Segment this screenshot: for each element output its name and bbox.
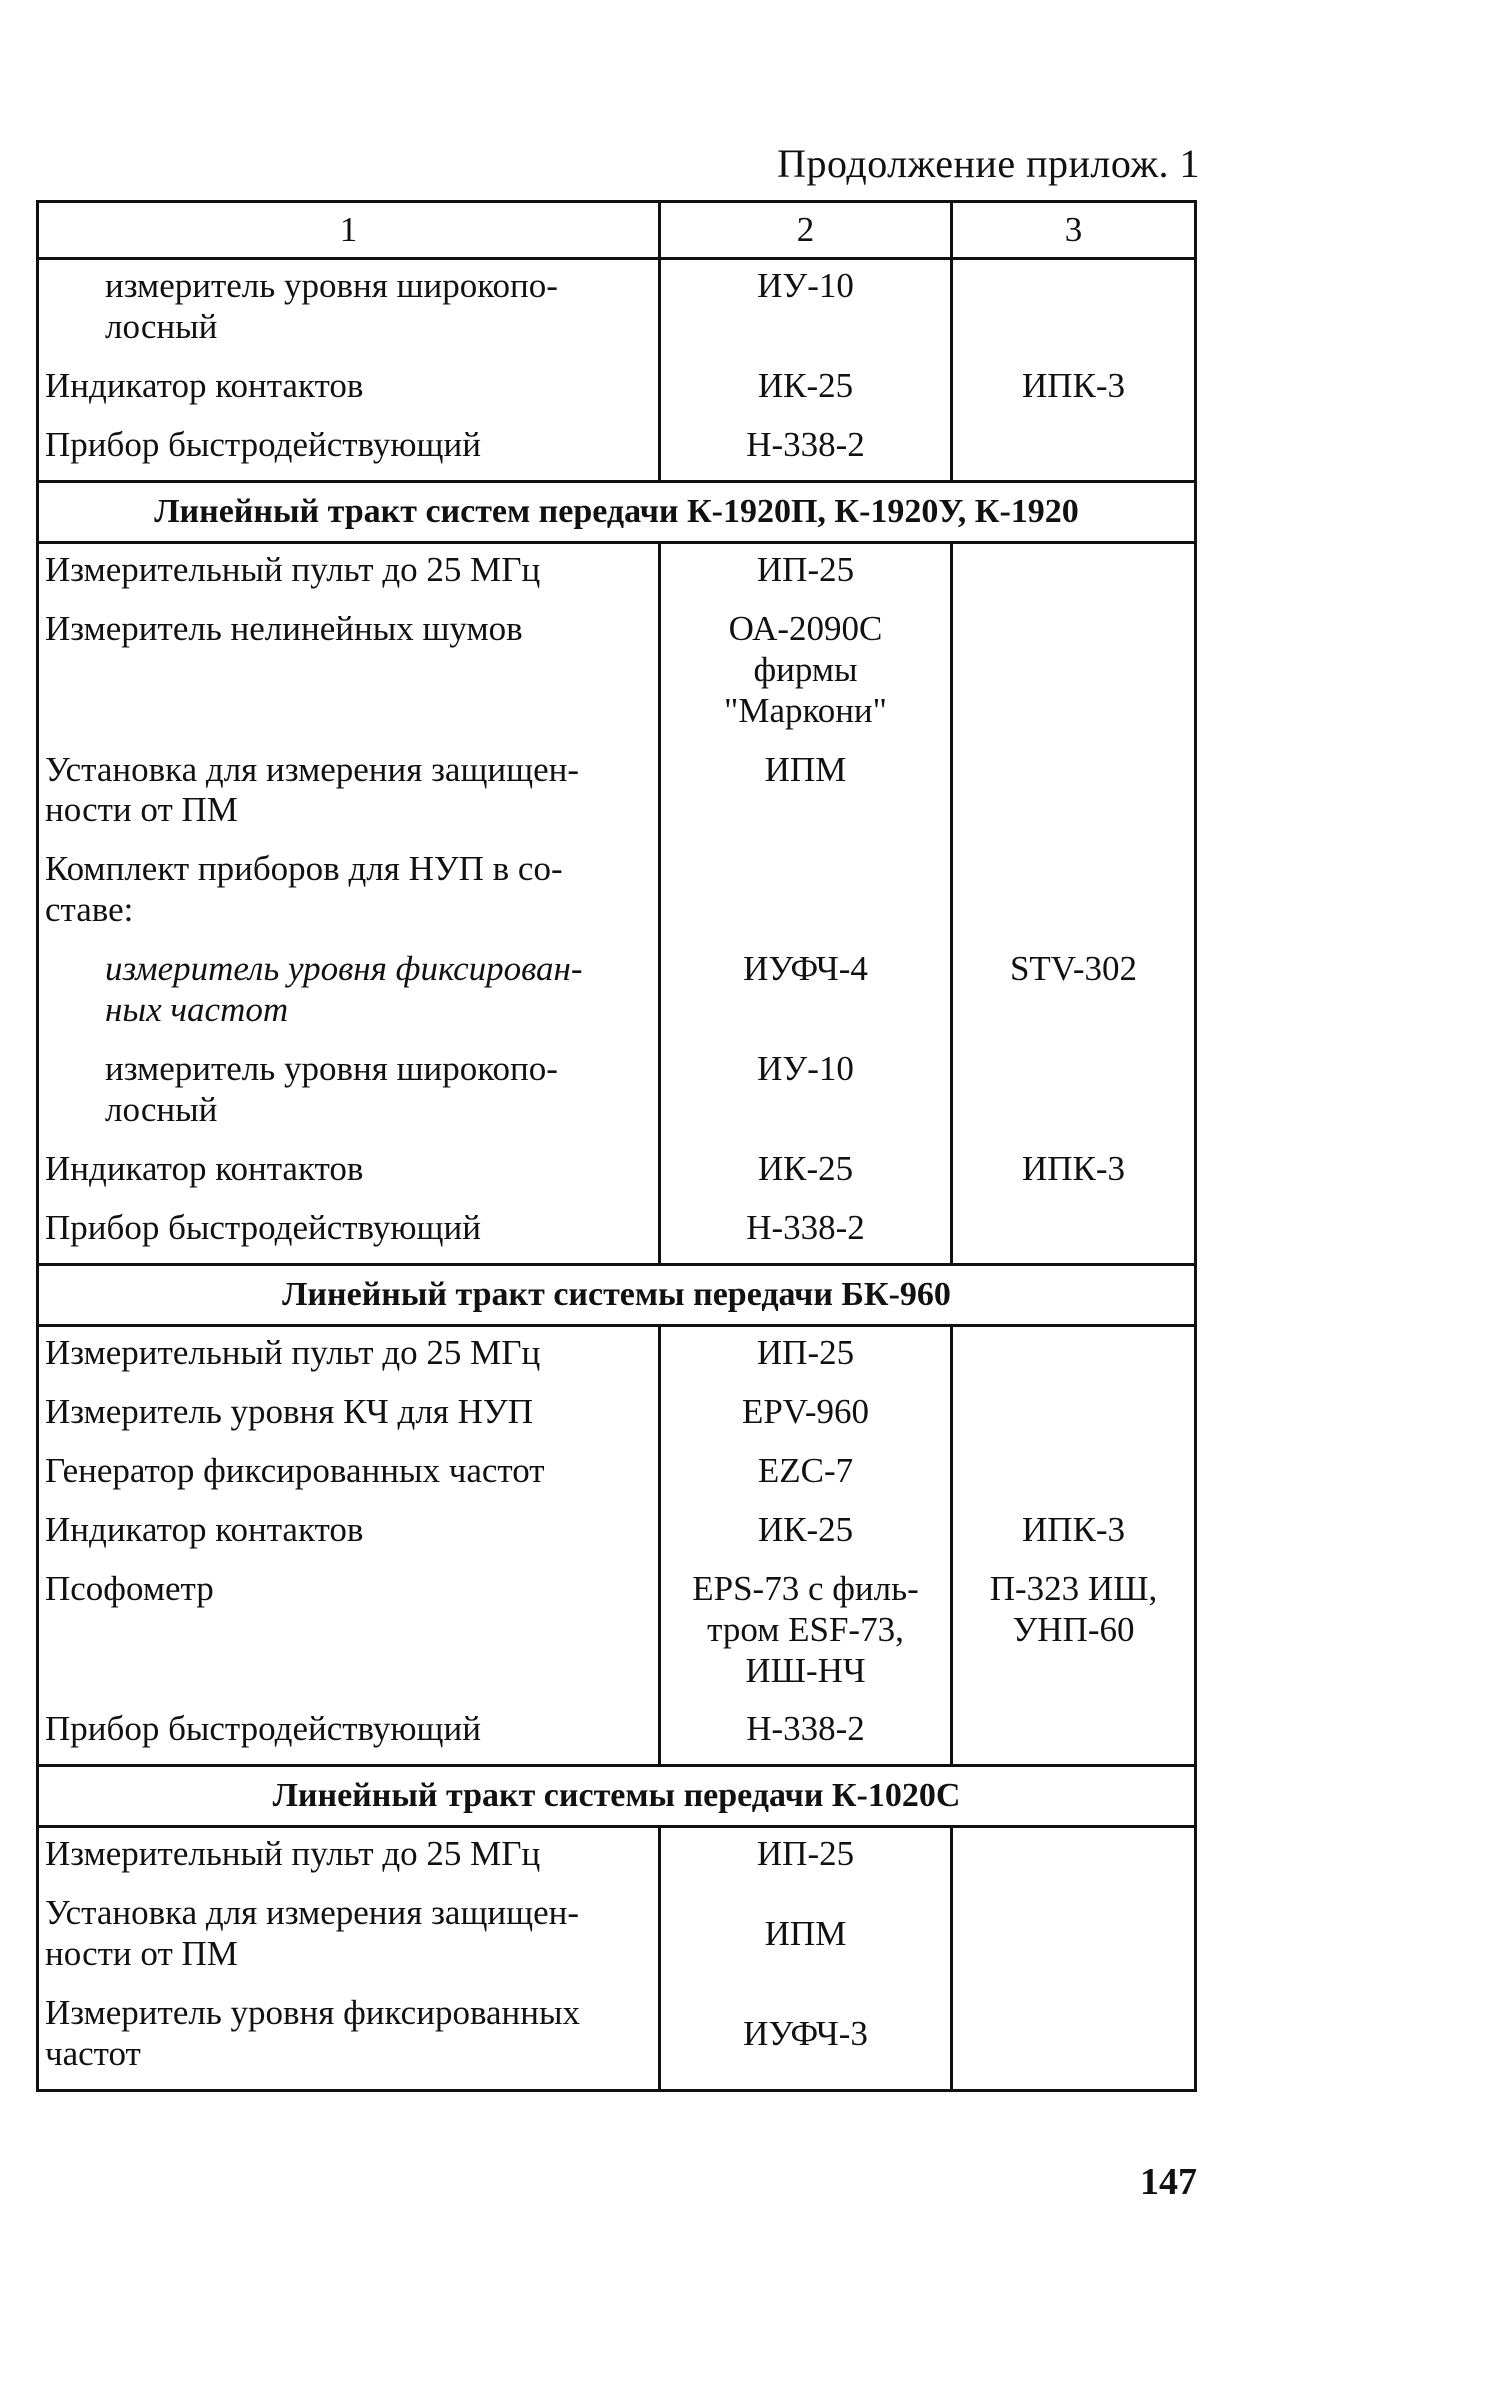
- equipment-name: Генератор фиксированных частот: [38, 1439, 660, 1498]
- equipment-alternative: ИПК-3: [952, 1498, 1196, 1557]
- equipment-alternative: [952, 837, 1196, 937]
- equipment-alternative: [952, 1380, 1196, 1439]
- equipment-name: Индикатор контактов: [38, 1498, 660, 1557]
- equipment-name: измеритель уровня фиксирован- ных частот: [38, 937, 660, 1037]
- equipment-type: ИУ-10: [660, 1037, 952, 1137]
- equipment-name: Измерительный пульт до 25 МГц: [38, 1827, 660, 1881]
- section-title: Линейный тракт систем передачи К-1920П, К-1920У, К-1920: [38, 481, 1196, 542]
- equipment-name: Прибор быстродействующий: [38, 413, 660, 481]
- table-row: [38, 1037, 1196, 1137]
- equipment-alternative: [952, 1325, 1196, 1379]
- equipment-alternative: [952, 259, 1196, 354]
- equipment-name: Установка для измерения защищен- ности от ПМ: [38, 1881, 660, 1981]
- equipment-type: EZC-7: [660, 1439, 952, 1498]
- equipment-table: [36, 200, 1197, 2092]
- equipment-type: ОА-2090С фирмы "Маркони": [660, 597, 952, 738]
- equipment-name: Измерительный пульт до 25 МГц: [38, 1325, 660, 1379]
- table-row: [38, 837, 1196, 937]
- table-row: [38, 413, 1196, 481]
- equipment-alternative: [952, 1697, 1196, 1765]
- table-row: [38, 1557, 1196, 1698]
- equipment-name: Псофометр: [38, 1557, 660, 1698]
- equipment-type: Н-338-2: [660, 1196, 952, 1264]
- section-header-row: [38, 481, 1196, 542]
- column-number: 1: [38, 202, 660, 259]
- equipment-type: ИУФЧ-3: [660, 1981, 952, 2090]
- table-row: [38, 1498, 1196, 1557]
- equipment-type: [660, 837, 952, 937]
- table-row: [38, 1137, 1196, 1196]
- equipment-name: Индикатор контактов: [38, 354, 660, 413]
- equipment-name: Индикатор контактов: [38, 1137, 660, 1196]
- equipment-name: Измеритель уровня фиксированных частот: [38, 1981, 660, 2090]
- equipment-name: Прибор быстродействующий: [38, 1196, 660, 1264]
- table-row: [38, 1881, 1196, 1981]
- equipment-alternative: STV-302: [952, 937, 1196, 1037]
- table-row: [38, 259, 1196, 354]
- equipment-type: ИК-25: [660, 1498, 952, 1557]
- equipment-alternative: [952, 738, 1196, 838]
- table-row: [38, 1981, 1196, 2090]
- table-body: [38, 259, 1196, 2091]
- equipment-name: Прибор быстродействующий: [38, 1697, 660, 1765]
- table-row: [38, 1697, 1196, 1765]
- table-row: [38, 1827, 1196, 1881]
- page-number: 147: [1140, 2161, 1197, 2203]
- equipment-type: ИПМ: [660, 1881, 952, 1981]
- section-header-row: [38, 1766, 1196, 1827]
- equipment-alternative: [952, 413, 1196, 481]
- equipment-alternative: [952, 542, 1196, 596]
- equipment-name: измеритель уровня широкопо- лосный: [38, 1037, 660, 1137]
- table-row: [38, 1325, 1196, 1379]
- column-number-row: [38, 202, 1196, 259]
- continuation-heading: Продолжение прилож. 1: [777, 141, 1200, 186]
- equipment-type: ИП-25: [660, 1325, 952, 1379]
- table-row: [38, 542, 1196, 596]
- equipment-type: EPV-960: [660, 1380, 952, 1439]
- equipment-alternative: [952, 597, 1196, 738]
- equipment-alternative: П-323 ИШ, УНП-60: [952, 1557, 1196, 1698]
- equipment-name: Установка для измерения защищен- ности от ПМ: [38, 738, 660, 838]
- section-header-row: [38, 1264, 1196, 1325]
- equipment-name: Измеритель уровня КЧ для НУП: [38, 1380, 660, 1439]
- table-row: [38, 1439, 1196, 1498]
- table-row: [38, 354, 1196, 413]
- equipment-type: Н-338-2: [660, 413, 952, 481]
- equipment-alternative: [952, 1881, 1196, 1981]
- section-title: Линейный тракт системы передачи БК-960: [38, 1264, 1196, 1325]
- equipment-type: ИП-25: [660, 542, 952, 596]
- equipment-name: Комплект приборов для НУП в со- ставе:: [38, 837, 660, 937]
- table-row: [38, 937, 1196, 1037]
- equipment-alternative: [952, 1439, 1196, 1498]
- equipment-alternative: ИПК-3: [952, 354, 1196, 413]
- equipment-type: Н-338-2: [660, 1697, 952, 1765]
- equipment-type: ИП-25: [660, 1827, 952, 1881]
- column-number: 3: [952, 202, 1196, 259]
- equipment-name: Измерительный пульт до 25 МГц: [38, 542, 660, 596]
- table-row: [38, 597, 1196, 738]
- equipment-name: измеритель уровня широкопо- лосный: [38, 259, 660, 354]
- equipment-type: ИУФЧ-4: [660, 937, 952, 1037]
- table-row: [38, 1380, 1196, 1439]
- equipment-alternative: [952, 1196, 1196, 1264]
- equipment-type: ИУ-10: [660, 259, 952, 354]
- section-title: Линейный тракт системы передачи К-1020С: [38, 1766, 1196, 1827]
- equipment-alternative: [952, 1037, 1196, 1137]
- equipment-type: ИК-25: [660, 354, 952, 413]
- equipment-alternative: ИПК-3: [952, 1137, 1196, 1196]
- equipment-name: Измеритель нелинейных шумов: [38, 597, 660, 738]
- equipment-type: EPS-73 с филь- тром ESF-73, ИШ-НЧ: [660, 1557, 952, 1698]
- equipment-alternative: [952, 1981, 1196, 2090]
- column-number: 2: [660, 202, 952, 259]
- equipment-type: ИК-25: [660, 1137, 952, 1196]
- table-row: [38, 738, 1196, 838]
- table-row: [38, 1196, 1196, 1264]
- equipment-alternative: [952, 1827, 1196, 1881]
- equipment-type: ИПМ: [660, 738, 952, 838]
